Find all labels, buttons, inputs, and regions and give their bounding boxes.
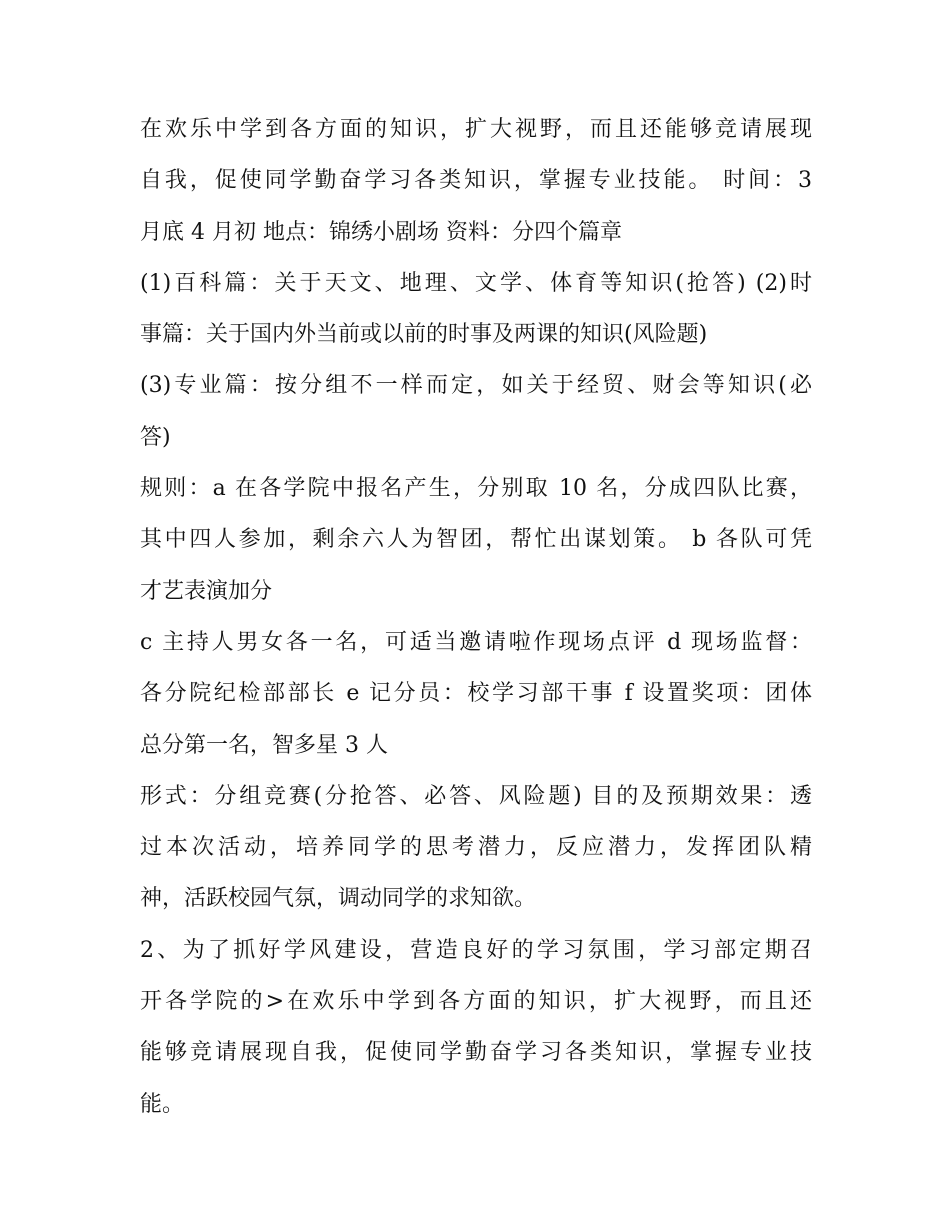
text-line: c 主持人男女各一名，可适当邀请啦作现场点评 d 现场监督： (140, 629, 812, 655)
text-line: 才艺表演加分 (140, 578, 273, 604)
text-line: 答) (140, 424, 171, 450)
document-body (140, 104, 812, 1130)
text-line: 2、为了抓好学风建设，营造良好的学习氛围，学习部定期召 (140, 937, 812, 963)
text-line: 形式：分组竞赛(分抢答、必答、风险题) 目的及预期效果：透 (140, 783, 812, 809)
text-line: (1)百科篇：关于天文、地理、文学、体育等知识(抢答) (2)时 (140, 270, 812, 296)
text-line: 能。 (140, 1091, 185, 1117)
text-line: 月底 4 月初 地点：锦绣小剧场 资料：分四个篇章 (140, 219, 622, 245)
text-line: 事篇：关于国内外当前或以前的时事及两课的知识(风险题) (140, 322, 708, 348)
text-line: 神，活跃校园气氛，调动同学的求知欲。 (140, 886, 537, 912)
text-line: 能够竞请展现自我，促使同学勤奋学习各类知识，掌握专业技 (140, 1040, 812, 1066)
text-line: 其中四人参加，剩余六人为智团，帮忙出谋划策。 b 各队可凭 (140, 527, 812, 553)
text-line: 开各学院的>在欢乐中学到各方面的知识，扩大视野，而且还 (140, 989, 812, 1015)
text-line: 规则：a 在各学院中报名产生，分别取 10 名，分成四队比赛， (140, 476, 812, 502)
text-line: 在欢乐中学到各方面的知识，扩大视野，而且还能够竞请展现 (140, 117, 812, 142)
text-line: (3)专业篇：按分组不一样而定，如关于经贸、财会等知识(必 (140, 373, 812, 399)
text-line: 自我，促使同学勤奋学习各类知识，掌握专业技能。 时间：3 (140, 168, 812, 194)
text-line: 各分院纪检部部长 e 记分员：校学习部干事 f 设置奖项：团体 (140, 681, 812, 707)
text-line: 总分第一名，智多星 3 人 (140, 732, 388, 758)
text-line: 过本次活动，培养同学的思考潜力，反应潜力，发挥团队精 (140, 835, 812, 861)
